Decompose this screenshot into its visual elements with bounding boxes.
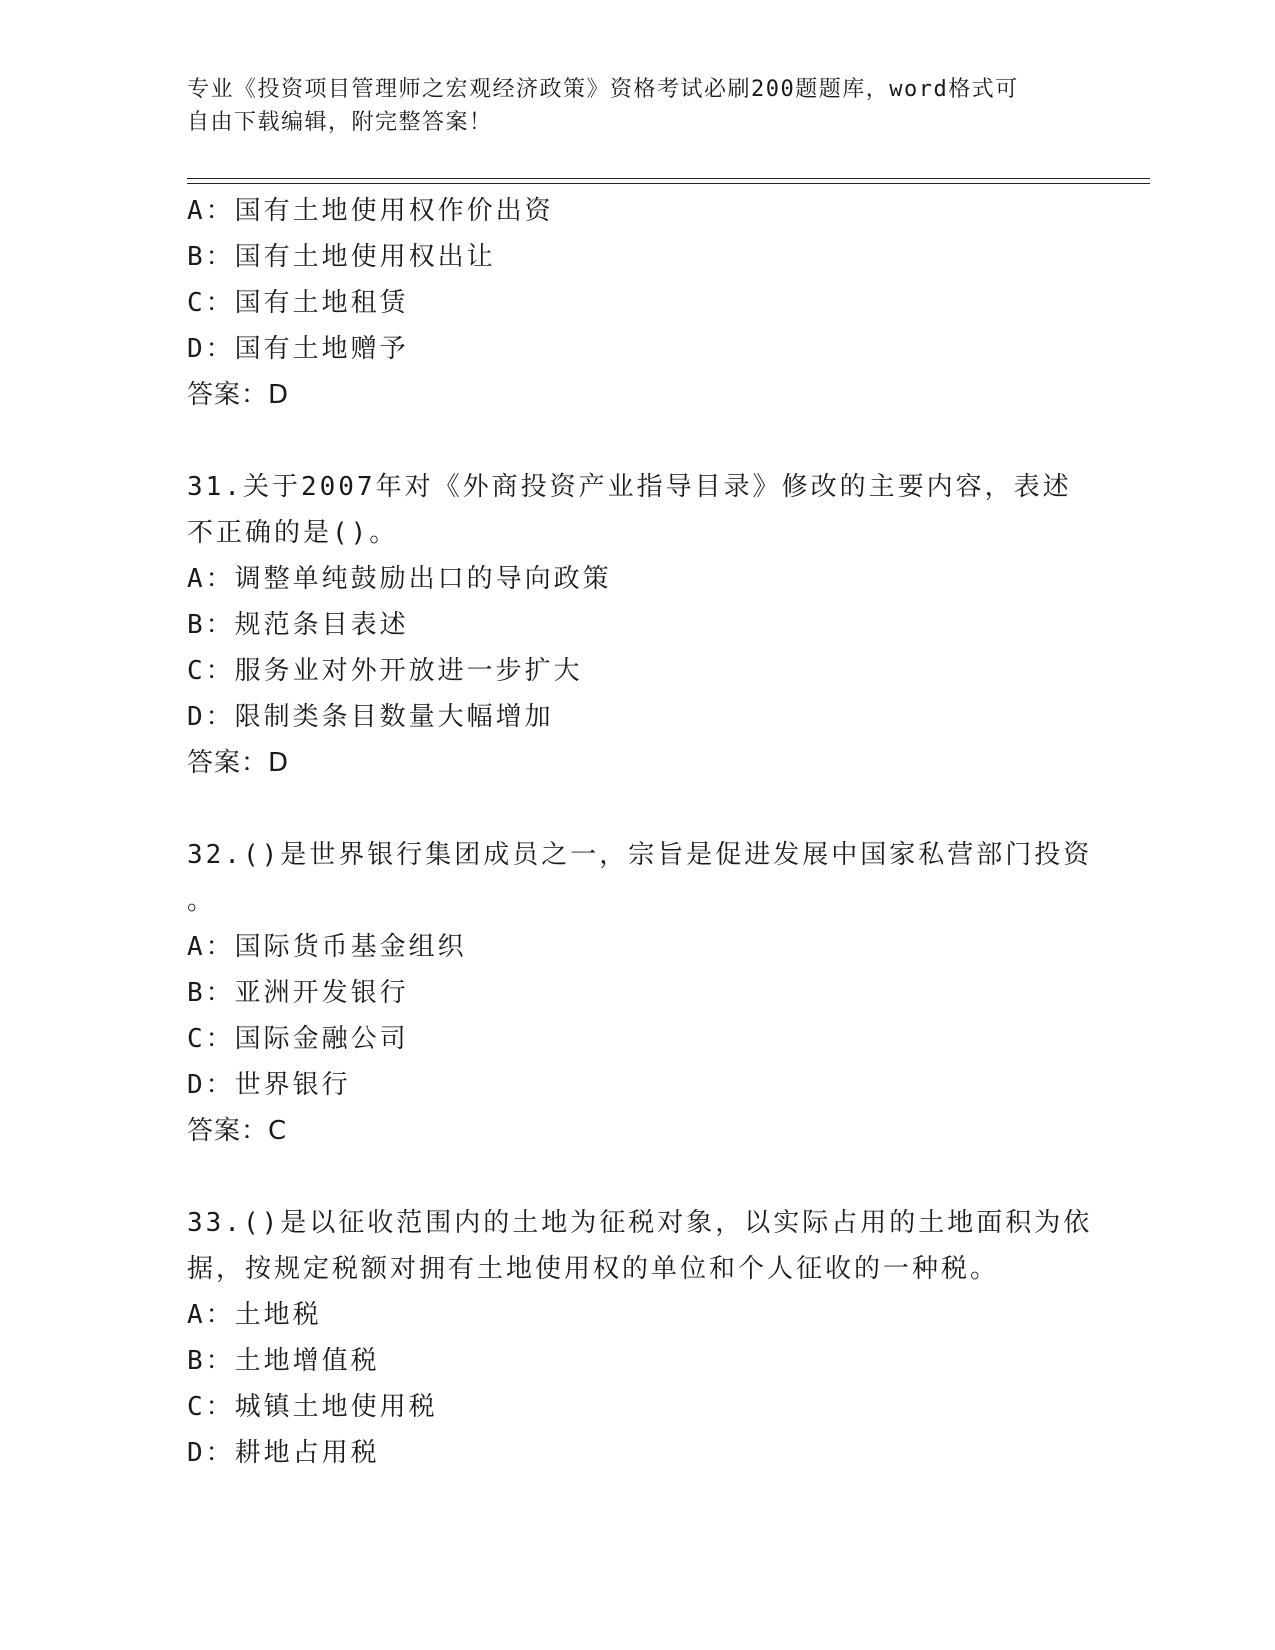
question-text-line-2: 不正确的是()。 bbox=[187, 518, 399, 548]
option-d: D：限制类条目数量大幅增加 bbox=[187, 702, 554, 732]
header-line-1: 专业《投资项目管理师之宏观经济政策》资格考试必刷200题题库，word格式可 bbox=[187, 77, 1019, 102]
option-c: C：国际金融公司 bbox=[187, 1024, 409, 1054]
answer: 答案：C bbox=[187, 1116, 288, 1146]
question-text-line-2: 。 bbox=[187, 886, 217, 916]
option-a: A：国有土地使用权作价出资 bbox=[187, 196, 554, 226]
question-text-line-2: 据，按规定税额对拥有土地使用权的单位和个人征收的一种税。 bbox=[187, 1254, 1000, 1284]
question-text-line-1: 32.()是世界银行集团成员之一，宗旨是促进发展中国家私营部门投资 bbox=[187, 840, 1093, 870]
document-header bbox=[187, 73, 1067, 139]
header-line-2: 自由下载编辑，附完整答案！ bbox=[187, 110, 493, 135]
option-c: C：城镇土地使用税 bbox=[187, 1392, 438, 1422]
question-33 bbox=[187, 1200, 1093, 1476]
option-b: B：亚洲开发银行 bbox=[187, 978, 409, 1008]
option-b: B：土地增值税 bbox=[187, 1346, 380, 1376]
option-c: C：服务业对外开放进一步扩大 bbox=[187, 656, 583, 686]
answer: 答案：D bbox=[187, 748, 290, 778]
header-rule-bottom bbox=[187, 183, 1150, 184]
option-d: D：耕地占用税 bbox=[187, 1438, 380, 1468]
question-30 bbox=[187, 188, 1087, 418]
question-text-line-1: 31.关于2007年对《外商投资产业指导目录》修改的主要内容，表述 bbox=[187, 472, 1072, 502]
option-c: C：国有土地租赁 bbox=[187, 288, 409, 318]
question-31 bbox=[187, 464, 1087, 786]
option-b: B：规范条目表述 bbox=[187, 610, 409, 640]
option-a: A：土地税 bbox=[187, 1300, 322, 1330]
option-b: B：国有土地使用权出让 bbox=[187, 242, 496, 272]
option-d: D：世界银行 bbox=[187, 1070, 351, 1100]
option-d: D：国有土地赠予 bbox=[187, 334, 409, 364]
option-a: A：国际货币基金组织 bbox=[187, 932, 467, 962]
answer: 答案：D bbox=[187, 380, 290, 410]
document-body bbox=[187, 188, 1093, 1476]
header-rule-top bbox=[187, 178, 1150, 179]
question-text-line-1: 33.()是以征收范围内的土地为征税对象，以实际占用的土地面积为依 bbox=[187, 1208, 1093, 1238]
option-a: A：调整单纯鼓励出口的导向政策 bbox=[187, 564, 612, 594]
question-32 bbox=[187, 832, 1093, 1154]
